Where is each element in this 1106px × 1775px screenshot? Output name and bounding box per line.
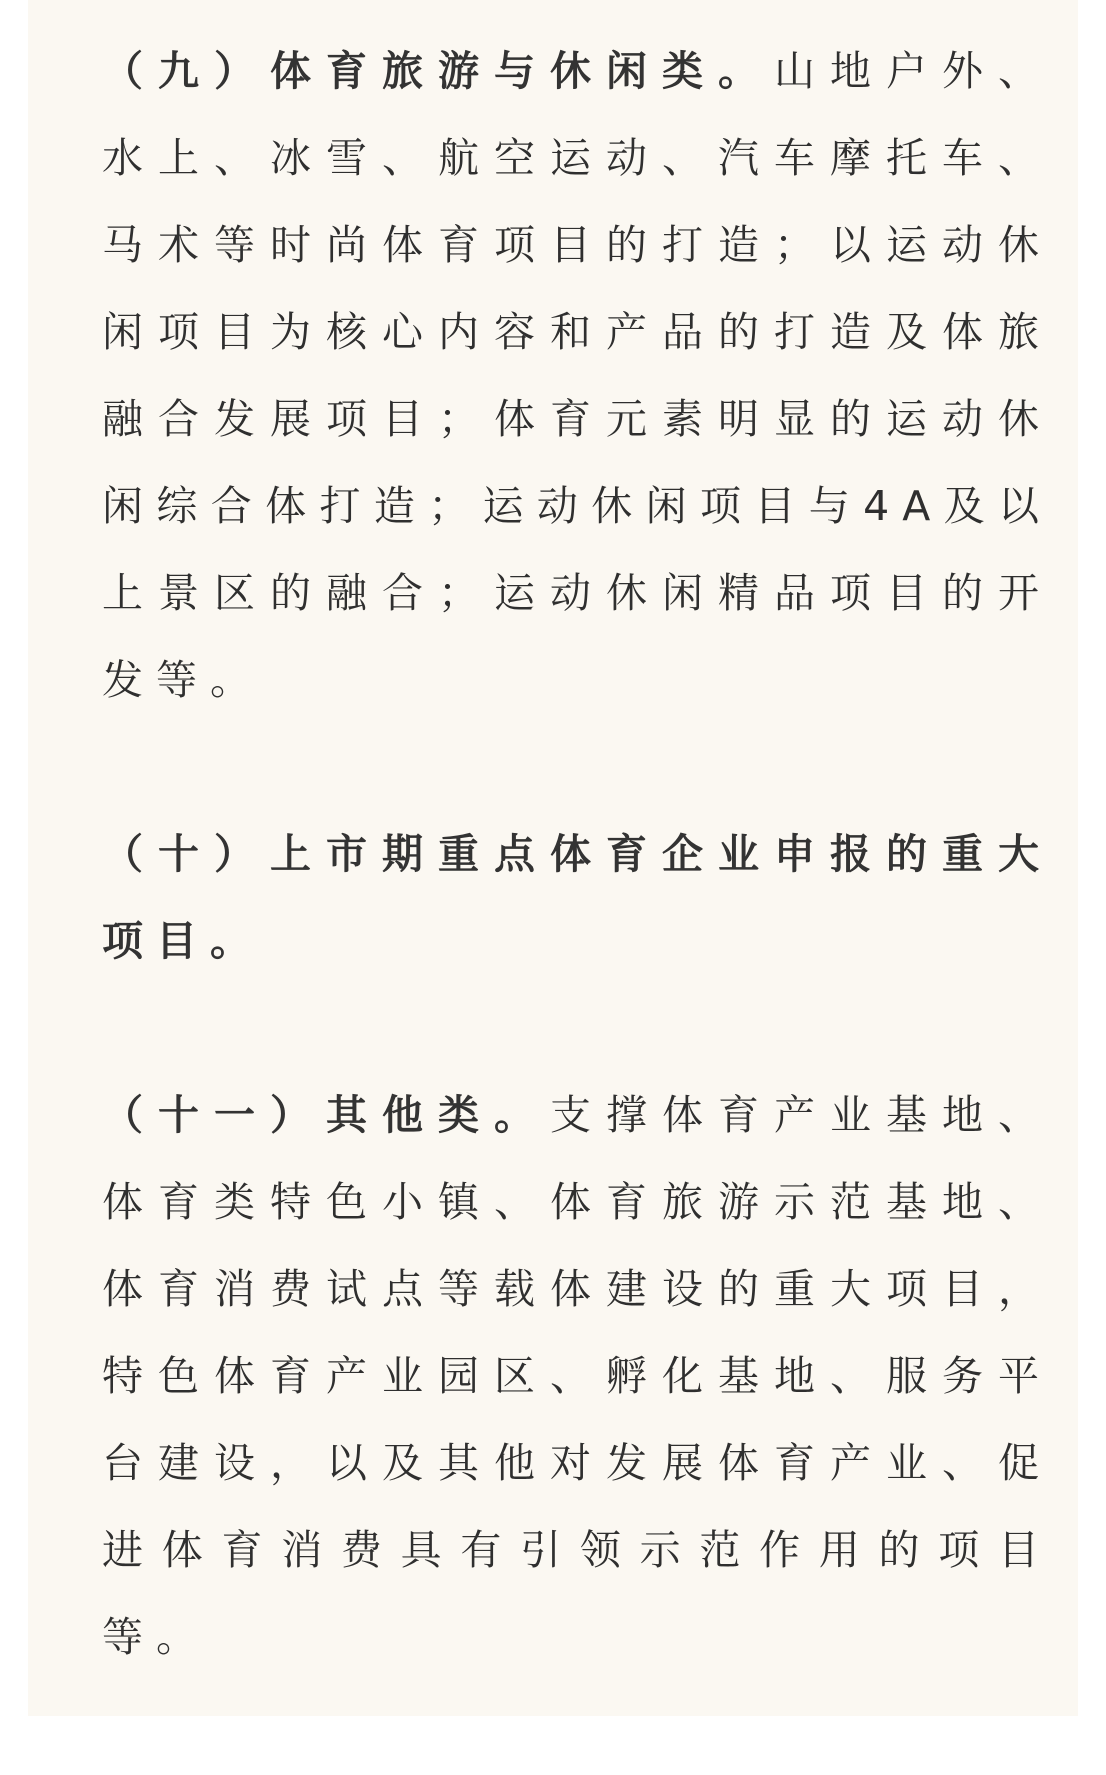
section-9-heading: （九）体育旅游与休闲类。: [102, 47, 774, 95]
section-11-heading: （十一）其他类。: [102, 1091, 550, 1139]
section-9-body: 山地户外、水上、冰雪、航空运动、汽车摩托车、马术等时尚体育项目的打造；以运动休闲项目为核心内容和产品的打造及体旅融合发展项目；体育元素明显的运动休闲综合体打造；运动休闲项目与4A及以上景区的融合；运动休闲精品项目的开发等。: [102, 47, 1052, 704]
section-11-body: 支撑体育产业基地、体育类特色小镇、体育旅游示范基地、体育消费试点等载体建设的重大项目，特色体育产业园区、孵化基地、服务平台建设，以及其他对发展体育产业、促进体育消费具有引领示范作用的项目等。: [102, 1091, 1052, 1661]
article-content: [102, 28, 1052, 1681]
paragraph-spacer: [102, 724, 1052, 811]
section-11: [102, 1072, 1052, 1681]
paragraph-spacer: [102, 985, 1052, 1072]
section-9: [102, 28, 1052, 724]
section-10: [102, 811, 1052, 985]
article-card: [28, 0, 1078, 1716]
section-10-heading: （十）上市期重点体育企业申报的重大项目。: [102, 830, 1052, 965]
